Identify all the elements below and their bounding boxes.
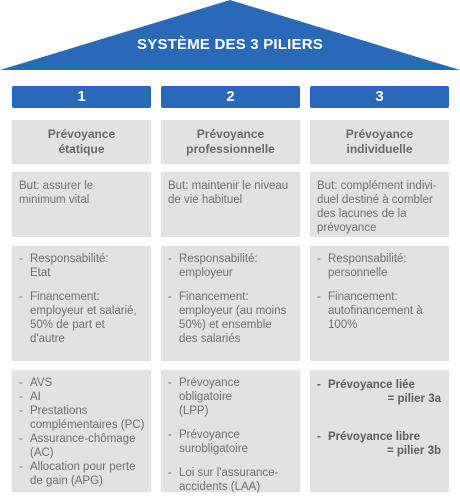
list-item-text: Prévoyance liée	[328, 379, 415, 391]
dash: -	[19, 461, 23, 473]
goal-line: des lacunes de la	[317, 208, 407, 220]
pillar-1-title-line1: Prévoyance	[47, 127, 116, 141]
list-item	[19, 432, 145, 460]
financing-line: 50%) et ensemble	[179, 319, 272, 331]
list-item-text: Assurance-chômage	[30, 433, 136, 445]
list-item	[317, 430, 443, 444]
dash: -	[168, 429, 172, 441]
list-item	[168, 376, 294, 418]
financing-item	[317, 290, 443, 332]
list-item	[19, 460, 145, 488]
financing-line: 100%	[328, 319, 358, 331]
dash: -	[317, 253, 321, 265]
list-item-text: AVS	[30, 377, 53, 389]
pillar-2-title-line1: Prévoyance	[196, 127, 265, 141]
list-item	[19, 404, 145, 432]
financing-label: Financement:	[328, 291, 398, 303]
dash: -	[317, 379, 321, 391]
dash: -	[19, 405, 23, 417]
responsibility-label: Responsabilité:	[328, 253, 407, 265]
goal-line: But: complément indivi-	[317, 180, 437, 192]
list-item-equals: = pilier 3a	[387, 393, 441, 405]
pillar-2-title-line2: professionnelle	[186, 142, 275, 156]
list-item	[168, 466, 294, 494]
financing-line: employeur (au moins	[179, 305, 287, 317]
responsibility-value: personnelle	[328, 267, 388, 279]
pillar-2-list	[161, 370, 300, 492]
pillar-2-responsibility-financing	[161, 246, 300, 361]
pillar-1-list	[12, 370, 151, 492]
list-item-equals: = pilier 3b	[386, 445, 441, 457]
responsibility-value: employeur	[179, 267, 233, 279]
dash: -	[168, 253, 172, 265]
dash: -	[168, 467, 172, 479]
pillar-2-goal	[161, 172, 300, 237]
dash: -	[168, 291, 172, 303]
financing-line: employeur et salarié,	[30, 305, 137, 317]
list-item	[19, 390, 145, 404]
list-item	[168, 428, 294, 456]
dash: -	[19, 291, 23, 303]
financing-line: d'autre	[30, 333, 65, 345]
pillar-2-number: 2	[161, 86, 300, 108]
list-item-text: surobligatoire	[179, 443, 249, 455]
responsibility-item	[168, 252, 294, 280]
financing-label: Financement:	[30, 291, 100, 303]
pillar-3-title-line1: Prévoyance	[345, 127, 414, 141]
financing-line: des salariés	[179, 333, 241, 345]
list-item-text: complémentaires (PC)	[30, 419, 145, 431]
dash: -	[317, 291, 321, 303]
list-item	[19, 376, 145, 390]
list-item-text: (LPP)	[179, 405, 209, 417]
goal-line: de vie habituel	[168, 194, 243, 206]
pillar-2-title	[161, 120, 300, 164]
list-item-text: Prévoyance libre	[328, 431, 421, 443]
pillar-3-title-line2: individuelle	[346, 142, 413, 156]
list-item-text: (AC)	[30, 447, 54, 459]
responsibility-item	[19, 252, 145, 280]
list-item	[317, 378, 443, 392]
pillar-1-title-line2: étatique	[58, 142, 105, 156]
list-item-text: accidents (LAA)	[179, 481, 261, 493]
responsibility-value: Etat	[30, 267, 51, 279]
financing-label: Financement:	[179, 291, 249, 303]
list-item-text: de gain (APG)	[30, 475, 103, 487]
financing-line: 50% de part et	[30, 319, 105, 331]
roof-title: SYSTÈME DES 3 PILIERS	[137, 36, 323, 53]
list-item-text: Prestations	[30, 405, 88, 417]
dash: -	[19, 253, 23, 265]
financing-line: autofinancement à	[328, 305, 423, 317]
list-item-text: Prévoyance obligatoire	[179, 377, 240, 403]
financing-item	[19, 290, 145, 346]
pillar-1-title	[12, 120, 151, 164]
goal-line: duel destiné à combler	[317, 194, 433, 206]
list-item-text: Prévoyance	[179, 429, 240, 441]
pillar-3-title	[310, 120, 449, 164]
pillar-3-list	[310, 370, 449, 492]
goal-line: But: maintenir le niveau	[168, 180, 289, 192]
goal-line: minimum vital	[19, 194, 90, 206]
list-item-text: Loi sur l'assurance-	[179, 467, 279, 479]
pillar-1-responsibility-financing	[12, 246, 151, 361]
responsibility-label: Responsabilité:	[30, 253, 109, 265]
dash: -	[317, 431, 321, 443]
pillar-3-goal	[310, 172, 449, 237]
pillar-1-goal	[12, 172, 151, 237]
responsibility-label: Responsabilité:	[179, 253, 258, 265]
goal-line: But: assurer le	[19, 180, 94, 192]
list-item-text: AI	[30, 391, 41, 403]
goal-line: prévoyance	[317, 222, 377, 234]
pillar-3-number: 3	[310, 86, 449, 108]
pillar-3-responsibility-financing	[310, 246, 449, 361]
dash: -	[19, 377, 23, 389]
dash: -	[168, 377, 172, 389]
list-item-text: Allocation pour perte	[30, 461, 136, 473]
dash: -	[19, 391, 23, 403]
responsibility-item	[317, 252, 443, 280]
dash: -	[19, 433, 23, 445]
pillar-1-number: 1	[12, 86, 151, 108]
financing-item	[168, 290, 294, 346]
